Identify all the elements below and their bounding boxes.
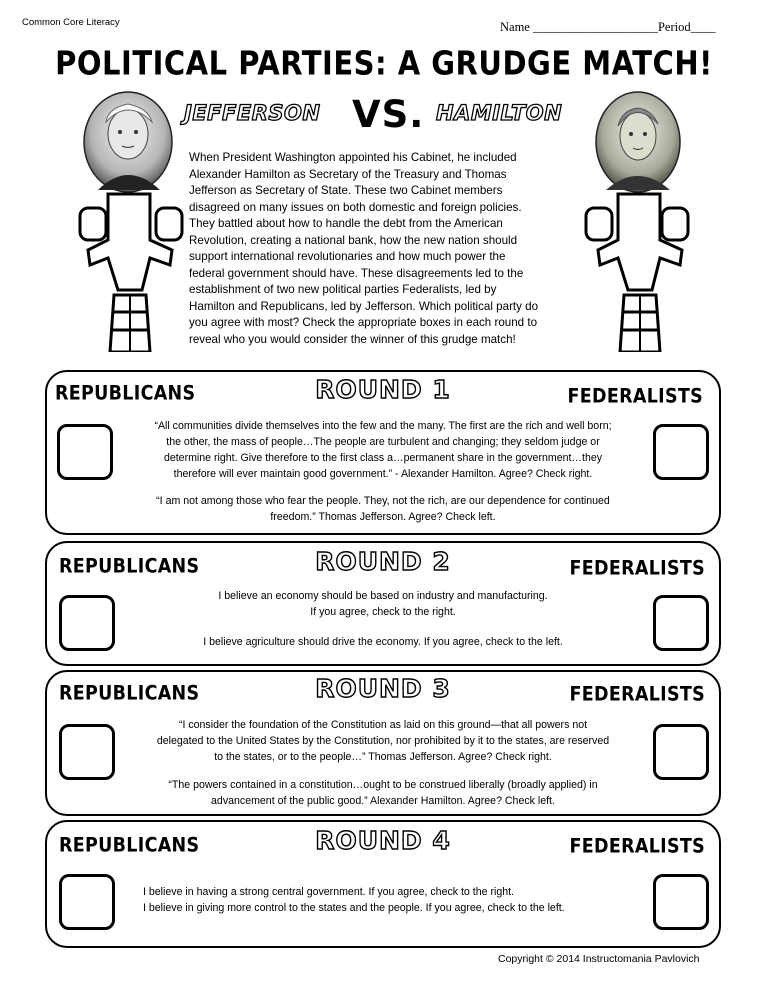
federalists-checkbox[interactable] xyxy=(653,724,709,780)
name-period-field[interactable]: Name ____________________Period____ xyxy=(500,20,716,34)
quote-line: “I am not among those who fear the people. They, not the rich, are our dependence for continued xyxy=(156,495,610,507)
round-4-statements xyxy=(143,884,623,916)
republicans-label: REPUBLICANS xyxy=(59,682,200,706)
intro-line: federal government should have. These disagreements led to the xyxy=(189,266,524,280)
federalists-label: FEDERALISTS xyxy=(569,683,705,707)
republicans-label: REPUBLICANS xyxy=(55,382,196,406)
round-3-hamilton-quote xyxy=(117,777,649,809)
federalists-label: FEDERALISTS xyxy=(569,557,705,581)
intro-line: Jefferson as Secretary of State. These two Cabinet members xyxy=(189,184,503,197)
hamilton-figure xyxy=(578,90,690,352)
quote-line: “I consider the foundation of the Constitution as laid on this ground—that all powers not xyxy=(178,719,588,731)
republicans-label: REPUBLICANS xyxy=(59,834,200,858)
quote-line: “All communities divide themselves into the few and the many. The first are the rich and well born; xyxy=(154,420,612,432)
federalists-checkbox[interactable] xyxy=(653,874,709,930)
round-3-title: ROUND 3 xyxy=(315,674,451,703)
round-4-panel xyxy=(45,820,721,948)
federalists-label: FEDERALISTS xyxy=(569,835,705,859)
course-label: Common Core Literacy xyxy=(22,17,120,28)
statement-line: If you agree, check to the right. xyxy=(310,606,456,618)
quote-line: freedom.” Thomas Jefferson. Agree? Check left. xyxy=(270,511,496,523)
round-3-panel xyxy=(45,670,721,816)
republicans-checkbox[interactable] xyxy=(57,424,113,480)
quote-line: delegated to the United States by the Constitution, nor prohibited by it to the states, are reserved xyxy=(156,735,610,747)
intro-line: Alexander Hamilton as Secretary of the Treasury and Thomas xyxy=(189,167,507,181)
intro-line: They battled about how to handle the debt from the American xyxy=(189,217,503,230)
hamilton-boxer-illustration xyxy=(578,90,690,352)
round-2-agriculture-statement xyxy=(117,634,649,650)
intro-paragraph xyxy=(189,150,574,348)
statement-line: I believe an economy should be based on industry and manufacturing. xyxy=(218,590,548,602)
jefferson-boxer-illustration xyxy=(78,90,190,352)
copyright-notice: Copyright © 2014 Instructomania Pavlovich xyxy=(498,953,700,965)
round-1-panel xyxy=(45,370,721,535)
intro-line: disagreed on many issues on both domestic and foreign policies. xyxy=(189,200,522,214)
round-1-jefferson-quote xyxy=(117,493,649,525)
hamilton-label: HAMILTON xyxy=(436,101,563,125)
page-title: POLITICAL PARTIES: A GRUDGE MATCH! xyxy=(55,43,713,83)
intro-line: When President Washington appointed his Cabinet, he included xyxy=(189,151,517,164)
jefferson-figure xyxy=(78,90,190,352)
quote-line: the other, the mass of people…The people are turbulent and changing; they seldom judge or xyxy=(166,436,600,448)
quote-line: therefore will ever maintain good government.” - Alexander Hamilton. Agree? Check right. xyxy=(173,468,593,480)
intro-line: support international revolutionaries and how much power the xyxy=(189,250,506,263)
intro-line: reveal who you would consider the winner of this grudge match! xyxy=(189,332,516,346)
round-2-industry-statement xyxy=(117,588,649,620)
federalists-checkbox[interactable] xyxy=(653,595,709,651)
statement-line: I believe agriculture should drive the economy. If you agree, check to the left. xyxy=(203,636,563,648)
round-1-title: ROUND 1 xyxy=(315,375,451,404)
intro-line: you agree with most? Check the appropriate boxes in each round to xyxy=(189,316,538,329)
intro-line: establishment of two new political parties Federalists, led by xyxy=(189,283,497,296)
statement-line: I believe in having a strong central government. If you agree, check to the right. xyxy=(143,886,514,898)
federalists-checkbox[interactable] xyxy=(653,424,709,480)
quote-line: to the states, or to the people…” Thomas Jefferson. Agree? Check right. xyxy=(214,751,552,763)
statement-line: I believe in giving more control to the states and the people. If you agree, check to the left. xyxy=(143,902,565,914)
quote-line: advancement of the public good.” Alexander Hamilton. Agree? Check left. xyxy=(211,795,555,807)
round-1-hamilton-quote xyxy=(117,418,649,482)
round-2-panel xyxy=(45,541,721,666)
jefferson-label: JEFFERSON xyxy=(184,101,321,125)
republicans-checkbox[interactable] xyxy=(59,724,115,780)
quote-line: determine right. Give therefore to the first class a…permanent share in the government…they xyxy=(163,452,603,464)
republicans-checkbox[interactable] xyxy=(59,874,115,930)
round-4-title: ROUND 4 xyxy=(315,826,451,855)
federalists-label: FEDERALISTS xyxy=(567,385,703,409)
republicans-label: REPUBLICANS xyxy=(59,555,200,579)
vs-label: VS. xyxy=(352,93,425,136)
quote-line: “The powers contained in a constitution…ought to be construed liberally (broadly applied) in xyxy=(168,779,598,791)
intro-line: Revolution, creating a national bank, how the new nation should xyxy=(189,233,518,247)
republicans-checkbox[interactable] xyxy=(59,595,115,651)
intro-line: Hamilton and Republicans, led by Jefferson. Which political party do xyxy=(189,299,539,313)
round-2-title: ROUND 2 xyxy=(315,547,451,576)
round-3-jefferson-quote xyxy=(117,717,649,765)
